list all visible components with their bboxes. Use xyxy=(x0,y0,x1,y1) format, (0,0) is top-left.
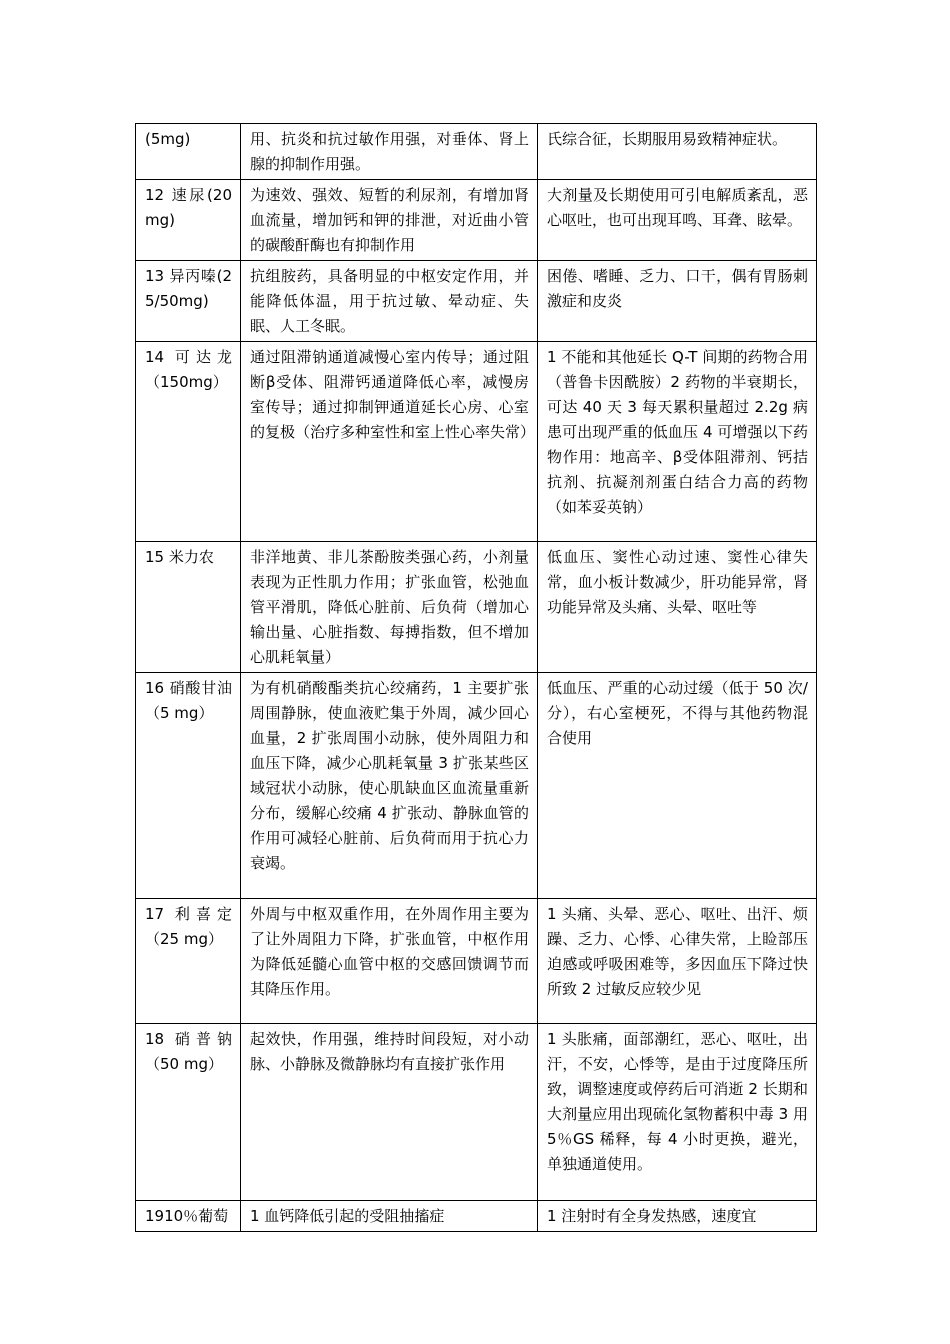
drug-action-cell: 起效快，作用强，维持时间段短，对小动脉、小静脉及微静脉均有直接扩张作用 xyxy=(241,1024,538,1201)
drug-adverse-cell: 1 头痛、头晕、恶心、呕吐、出汗、烦躁、乏力、心悸、心律失常，上睑部压迫感或呼吸困难等，多因血压下降过快所致 2 过敏反应较少见 xyxy=(538,899,817,1024)
table-row xyxy=(136,261,817,342)
table-row xyxy=(136,342,817,542)
drug-adverse-cell: 1 注射时有全身发热感，速度宜 xyxy=(538,1201,817,1232)
drug-name-cell: 17 利喜定（25 mg） xyxy=(136,899,241,1024)
drug-adverse-cell: 大剂量及长期使用可引电解质紊乱，恶心呕吐，也可出现耳鸣、耳聋、眩晕。 xyxy=(538,180,817,261)
drug-action-cell: 抗组胺药，具备明显的中枢安定作用，并能降低体温，用于抗过敏、晕动症、失眠、人工冬眠。 xyxy=(241,261,538,342)
drug-name-cell: 13 异丙嗪(25/50mg) xyxy=(136,261,241,342)
drug-adverse-cell: 低血压、严重的心动过缓（低于 50 次/分），右心室梗死，不得与其他药物混合使用 xyxy=(538,673,817,899)
drug-action-cell: 为速效、强效、短暂的利尿剂，有增加肾血流量，增加钙和钾的排泄，对近曲小管的碳酸酐酶也有抑制作用 xyxy=(241,180,538,261)
drug-name-cell: 16 硝酸甘油（5 mg） xyxy=(136,673,241,899)
drug-name-cell: 14 可达龙（150mg） xyxy=(136,342,241,542)
table-row xyxy=(136,1024,817,1201)
drug-action-cell: 通过阻滞钠通道减慢心室内传导；通过阻断β受体、阻滞钙通道降低心率，减慢房室传导；通过抑制钾通道延长心房、心室的复极（治疗多种室性和室上性心率失常） xyxy=(241,342,538,542)
drug-name-cell: 15 米力农 xyxy=(136,542,241,673)
drug-name-cell: 18 硝普钠（50 mg） xyxy=(136,1024,241,1201)
table-row xyxy=(136,673,817,899)
drug-adverse-cell: 1 不能和其他延长 Q-T 间期的药物合用（普鲁卡因酰胺）2 药物的半衰期长，可达 40 天 3 每天累积量超过 2.2g 病患可出现严重的低血压 4 可增强以下药物作用：地高辛、β受体阻滞剂、钙拮抗剂、抗凝剂剂蛋白结合力高的药物（如苯妥英钠） xyxy=(538,342,817,542)
drug-action-cell: 1 血钙降低引起的受阻抽搐症 xyxy=(241,1201,538,1232)
drug-action-cell: 用、抗炎和抗过敏作用强，对垂体、肾上腺的抑制作用强。 xyxy=(241,124,538,180)
drug-name-cell: 1910％葡萄 xyxy=(136,1201,241,1232)
drug-adverse-cell: 低血压、窦性心动过速、窦性心律失常，血小板计数减少，肝功能异常，肾功能异常及头痛、头晕、呕吐等 xyxy=(538,542,817,673)
drug-table xyxy=(135,123,817,1232)
table-row xyxy=(136,899,817,1024)
table-row xyxy=(136,124,817,180)
drug-name-cell: 12 速尿(20mg) xyxy=(136,180,241,261)
drug-name-cell: (5mg) xyxy=(136,124,241,180)
table-row xyxy=(136,180,817,261)
drug-adverse-cell: 困倦、嗜睡、乏力、口干，偶有胃肠刺激症和皮炎 xyxy=(538,261,817,342)
drug-action-cell: 为有机硝酸酯类抗心绞痛药，1 主要扩张周围静脉，使血液贮集于外周，减少回心血量，2 扩张周围小动脉，使外周阻力和血压下降，减少心肌耗氧量 3 扩张某些区域冠状小动脉，使心肌缺血区血流量重新分布，缓解心绞痛 4 扩张动、静脉血管的作用可减轻心脏前、后负荷而用于抗心力衰竭。 xyxy=(241,673,538,899)
drug-action-cell: 非洋地黄、非儿茶酚胺类强心药，小剂量表现为正性肌力作用；扩张血管，松弛血管平滑肌，降低心脏前、后负荷（增加心输出量、心脏指数、每搏指数，但不增加心肌耗氧量） xyxy=(241,542,538,673)
table-row xyxy=(136,542,817,673)
drug-adverse-cell: 氏综合征，长期服用易致精神症状。 xyxy=(538,124,817,180)
drug-action-cell: 外周与中枢双重作用，在外周作用主要为了让外周阻力下降，扩张血管，中枢作用为降低延髓心血管中枢的交感回馈调节而其降压作用。 xyxy=(241,899,538,1024)
drug-adverse-cell: 1 头胀痛，面部潮红，恶心、呕吐，出汗，不安，心悸等，是由于过度降压所致，调整速度或停药后可消逝 2 长期和大剂量应用出现硫化氢物蓄积中毒 3 用 5％GS 稀释，每 4 小时更换，避光，单独通道使用。 xyxy=(538,1024,817,1201)
table-row xyxy=(136,1201,817,1232)
